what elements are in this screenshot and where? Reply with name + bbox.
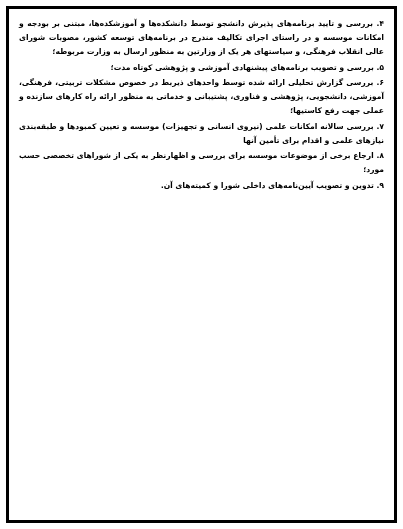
list-item-8: ۸. ارجاع برخی از موضوعات موسسه برای بررسی و اظهارنظر به یکی از شوراهای تخصصی حسب مورد؛ [19,151,384,175]
list-item-9: ۹. تدوین و تصویب آیین‌نامه‌های داخلی شورا و کمیته‌های آن. [160,181,384,191]
list-item-6: ۶. بررسی گزارش تحلیلی ارائه شده توسط واحدهای ذیربط در خصوص مشکلات تربیتی، فرهنگی، آموزشی، دانشجویی، پژوهشی و فناوری، پشتیبانی و خدماتی به منظور ارائه راه کارهای سازنده و عملی جهت رفع کاستیها؛ [19,78,384,116]
document-body [19,17,384,195]
page-frame [6,6,397,523]
list-item-5: ۵. بررسی و تصویب برنامه‌های پیشنهادی آموزشی و پژوهشی کوتاه مدت؛ [110,62,384,72]
list-item-7: ۷. بررسی سالانه امکانات علمی (نیروی انسانی و تجهیزات) موسسه و تعیین کمبودها و طبقه‌بندی نیازهای علمی و اقدام برای تأمین آنها [19,121,384,145]
list-item-4: ۴. بررسی و تایید برنامه‌های پذیرش دانشجو توسط دانشکده‌ها و آموزشکده‌ها، مبتنی بر بودجه و امکانات موسسه و در راستای اجرای تکالیف مندرج در برنامه‌های توسعه کشور، مصوبات شورای عالی انقلاب فرهنگی، و سیاستهای هر یک از وزارتین به منظور ارسال به وزارت مربوطه؛ [19,19,384,57]
